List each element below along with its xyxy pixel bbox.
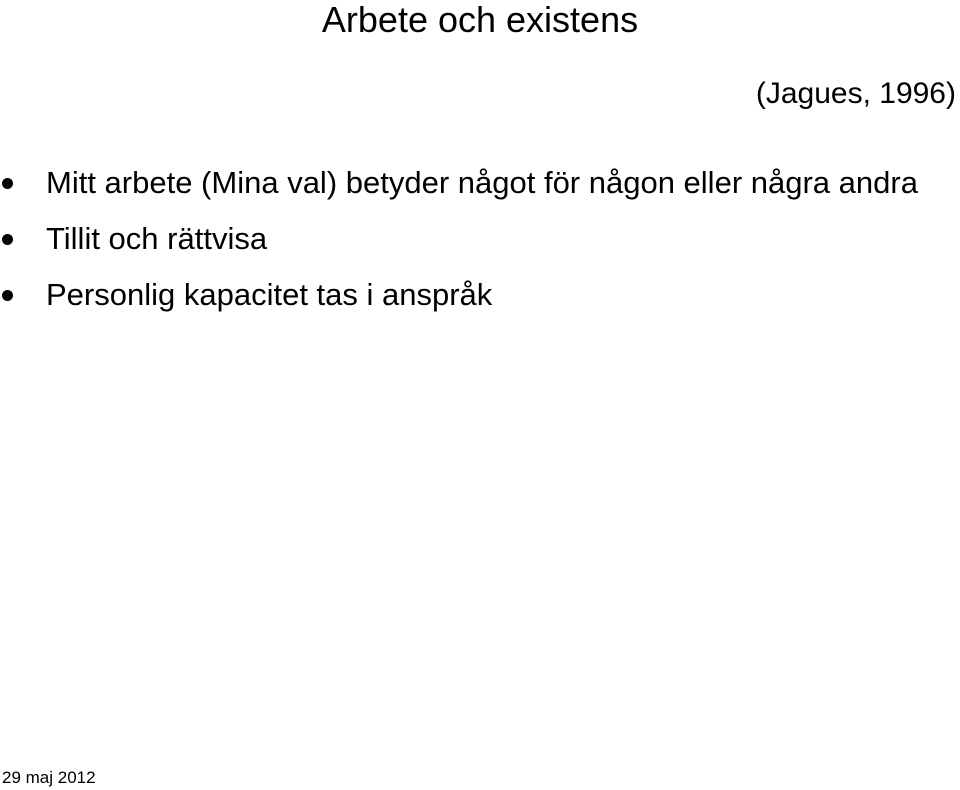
bullet-dot-icon (2, 178, 13, 189)
bullet-item (0, 160, 955, 206)
citation: (Jagues, 1996) (755, 77, 956, 110)
bullet-list (0, 160, 955, 328)
bullet-item (0, 272, 955, 318)
bullet-text: Mitt arbete (Mina val) betyder något för någon eller några andra (46, 165, 918, 200)
bullet-dot-icon (2, 234, 13, 245)
bullet-dot-icon (2, 290, 13, 301)
footer-date: 29 maj 2012 (2, 768, 96, 787)
bullet-text: Tillit och rättvisa (46, 221, 268, 256)
slide-title: Arbete och existens (321, 0, 639, 40)
bullet-item (0, 216, 955, 262)
bullet-text: Personlig kapacitet tas i anspråk (46, 277, 493, 312)
